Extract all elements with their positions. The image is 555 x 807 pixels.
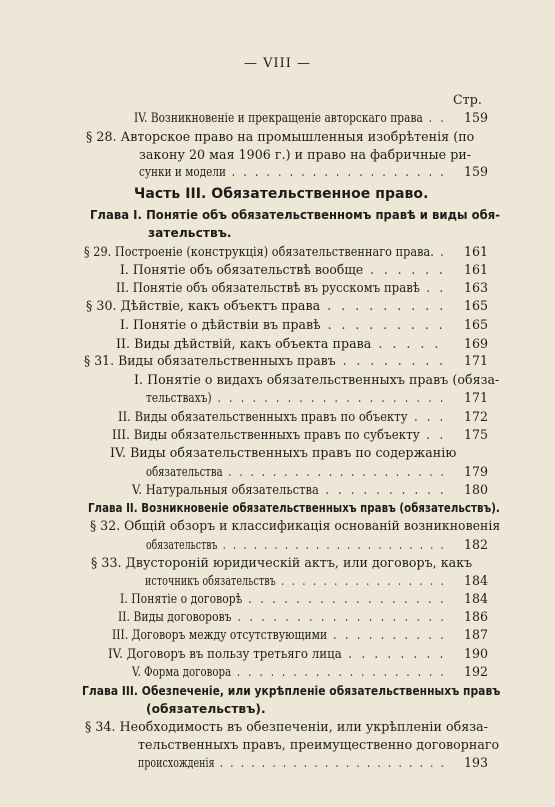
toc-entry-title: § 28. Авторское право на промышленныя изобрѣтенія (по [86, 129, 475, 144]
toc-page-number: 179 [463, 464, 488, 479]
toc-page-number: 165 [463, 317, 488, 332]
toc-page-number: 172 [463, 409, 488, 424]
toc-entry-title: источникъ обязательствъ [145, 573, 276, 588]
toc-entry [146, 537, 446, 553]
toc-leader-dots: . . . . . . . . . . . . . . . . . . . . [211, 390, 446, 405]
toc-entry-title: § 31. Виды обязательственныхъ правъ [84, 353, 336, 368]
toc-page-number: 186 [463, 609, 488, 624]
toc-entry [85, 719, 488, 735]
toc-leader-dots: . . . [407, 409, 446, 424]
toc-entry [90, 207, 500, 223]
toc-entry-title: происхожденія [138, 755, 215, 770]
toc-leader-dots: . [433, 244, 447, 259]
toc-page-number: 159 [463, 110, 488, 125]
toc-leader-dots: . . . . . [371, 336, 442, 351]
toc-entry-title: V. Натуральныя обязательства [132, 482, 319, 497]
toc-entry [118, 409, 446, 425]
toc-leader-dots: . . . . . . . . . . [318, 482, 447, 497]
toc-page-number: 169 [463, 336, 488, 351]
toc-page-number: 163 [463, 280, 488, 295]
toc-entry [146, 390, 446, 406]
toc-entry-title: зательствъ. [148, 226, 232, 240]
toc-entry [120, 591, 446, 607]
toc-leader-dots: . . . . . . . . . . . . . . . . . . . . . . [214, 755, 447, 770]
toc-page-number: 190 [463, 646, 488, 661]
toc-entry-title: сунки и модели [139, 164, 227, 179]
toc-leader-dots: . . [422, 110, 447, 125]
toc-entry-title: § 29. Построеніе (конструкція) обязательственнаго права. [84, 244, 434, 259]
toc-entry [86, 129, 474, 145]
page-header-roman-numeral: — VIII — [243, 56, 312, 71]
toc-entry-title: (обязательствъ). [146, 702, 266, 716]
toc-entry [86, 298, 446, 314]
toc-entry [139, 164, 446, 180]
toc-entry-title: Часть III. Обязательственное право. [134, 186, 429, 202]
toc-leader-dots: . . [419, 280, 446, 295]
toc-entry-title: II. Виды обязательственныхъ правъ по объекту [118, 409, 408, 424]
toc-entry-title: I. Понятіе объ обязательствѣ вообще [120, 262, 364, 277]
toc-page-number: 175 [463, 427, 488, 442]
toc-leader-dots: . . . . . . [363, 262, 446, 277]
toc-entry [120, 262, 446, 278]
toc-leader-dots: . . . . . . . . . [320, 317, 446, 332]
toc-entry-title: I. Понятіе о договорѣ [120, 591, 243, 606]
toc-page-number: 159 [463, 164, 488, 179]
toc-page-number: 184 [463, 573, 488, 588]
toc-entry [84, 244, 446, 260]
toc-entry-title: I. Понятіе о дѣйствіи въ правѣ [120, 317, 321, 332]
toc-entry [120, 317, 446, 333]
toc-entry-title: обязательства [146, 464, 223, 479]
toc-leader-dots: . . . . . . . . . . . . . . . . . . [231, 609, 447, 624]
toc-page-number: 165 [463, 298, 488, 313]
toc-entry-title: § 30. Дѣйствіе, какъ объектъ права [86, 298, 321, 313]
toc-page-number: 192 [463, 664, 488, 679]
toc-entry [112, 627, 446, 643]
toc-page-number: 171 [463, 390, 488, 405]
toc-page-number: 184 [463, 591, 488, 606]
toc-entry-title: Глава II. Возникновеніе обязательственныхъ правъ (обязательствъ). [88, 501, 500, 515]
toc-page-number: 193 [463, 755, 488, 770]
toc-entry [138, 737, 499, 753]
toc-page-number: 161 [463, 244, 488, 259]
toc-entry [116, 280, 446, 296]
toc-leader-dots: . . . . . . . . [341, 646, 447, 661]
toc-entry-title: Глава I. Понятіе объ обязательственномъ правѣ и виды обя- [90, 208, 501, 222]
toc-entry [139, 147, 471, 163]
toc-entry [138, 755, 446, 771]
toc-entry-title: § 34. Необходимость въ обезпеченіи, или укрѣпленіи обяза- [85, 719, 489, 734]
toc-entry-title: IV. Виды обязательственныхъ правъ по содержанію [110, 445, 457, 460]
toc-entry [134, 186, 428, 202]
toc-entry [134, 372, 499, 388]
toc-entry [110, 445, 456, 461]
toc-entry [116, 336, 441, 352]
toc-entry [108, 646, 446, 662]
toc-entry [148, 225, 232, 241]
toc-entry [132, 664, 446, 680]
toc-leader-dots: . . [419, 427, 446, 442]
toc-entry [90, 518, 500, 534]
toc-leader-dots: . . . . . . . . . . . . . . . . . . . . [222, 464, 447, 479]
toc-entry-title: закону 20 мая 1906 г.) и право на фабричные ри- [139, 147, 472, 162]
toc-entry-title: Глава III. Обезпеченіе, или укрѣпленіе обязательственныхъ правъ [82, 684, 501, 698]
toc-entry [118, 609, 446, 625]
toc-entry [145, 573, 446, 589]
toc-entry-title: V. Форма договора [132, 664, 232, 679]
toc-entry-title: § 33. Двустороній юридическій актъ, или договоръ, какъ [91, 555, 473, 570]
toc-leader-dots: . . . . . . . . . . . . . . . . [275, 573, 447, 588]
toc-entry-title: II. Виды договоровъ [118, 609, 232, 624]
toc-entry [84, 353, 446, 369]
toc-leader-dots: . . . . . . . . . . . . . . . . . . . . . . [217, 537, 446, 552]
toc-entry-title: III. Виды обязательственныхъ правъ по субъекту [112, 427, 420, 442]
toc-leader-dots: . . . . . . . . . . [327, 627, 447, 642]
toc-leader-dots: . . . . . . . . . . . . . . . . . [242, 591, 447, 606]
toc-entry-title: I. Понятіе о видахъ обязательственныхъ правъ (обяза- [134, 372, 500, 387]
toc-entry [112, 427, 446, 443]
toc-entry-title: IV. Возникновеніе и прекращеніе авторскаго права [134, 110, 423, 125]
toc-entry-title: III. Договоръ между отсутствующими [112, 627, 328, 642]
toc-entry-title: тельствахъ) [146, 390, 212, 405]
toc-leader-dots: . . . . . . . . [335, 353, 447, 368]
toc-leader-dots: . . . . . . . . . . . . . . . . . . . [226, 164, 447, 179]
toc-entry [91, 555, 472, 571]
toc-entry-title: II. Виды дѣйствій, какъ объекта права [116, 336, 372, 351]
toc-leader-dots: . . . . . . . . . . . . . . . . . . . [231, 664, 446, 679]
toc-entry [88, 500, 500, 516]
toc-page-number: 180 [463, 482, 488, 497]
toc-page-number: 187 [463, 627, 488, 642]
toc-entry-title: § 32. Общій обзоръ и классификація основаній возникновенія [90, 518, 501, 533]
page-column-label: Стр. [453, 92, 482, 107]
toc-entry-title: тельственныхъ правъ, преимущественно договорнаго [138, 737, 500, 752]
toc-page-number: 182 [463, 537, 488, 552]
toc-entry [134, 110, 446, 126]
toc-entry [82, 683, 500, 699]
toc-entry [132, 482, 446, 498]
toc-entry-title: обязательствъ [146, 537, 218, 552]
toc-page-number: 171 [463, 353, 488, 368]
toc-entry [146, 701, 266, 717]
toc-leader-dots: . . . . . . . . . [320, 298, 447, 313]
toc-entry [146, 464, 446, 480]
toc-entry-title: IV. Договоръ въ пользу третьяго лица [108, 646, 342, 661]
toc-entry-title: II. Понятіе объ обязательствѣ въ русскомъ правѣ [116, 280, 420, 295]
toc-page-number: 161 [463, 262, 488, 277]
